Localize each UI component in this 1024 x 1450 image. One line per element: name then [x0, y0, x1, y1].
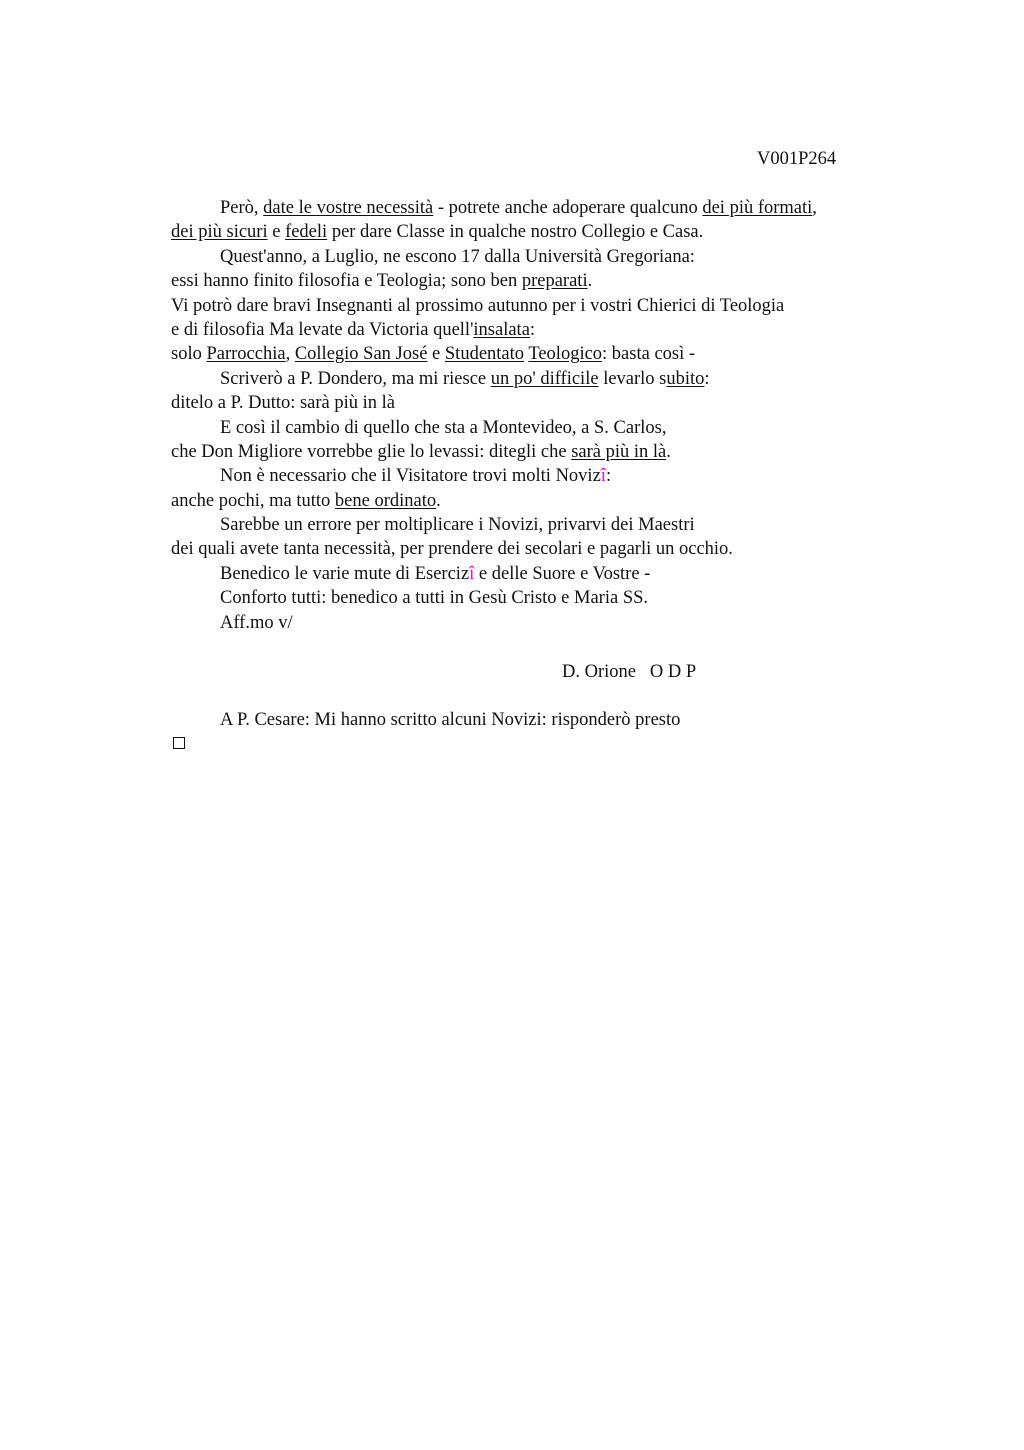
letter-line — [171, 416, 931, 440]
underlined-text: ubito — [666, 368, 705, 389]
text-segment: e — [267, 222, 286, 243]
text-segment: , — [285, 344, 295, 365]
underlined-text: Studentato — [444, 344, 525, 365]
text-segment: Vi potrò dare bravi Insegnanti al prossimo autunno per i vostri Chierici di Teologia — [171, 295, 785, 316]
underlined-text: preparati — [521, 271, 588, 292]
text-segment: Sarebbe un errore per moltiplicare i Novizi, privarvi dei Maestri — [220, 515, 695, 536]
text-segment: : — [605, 466, 612, 487]
letter-line — [171, 294, 931, 318]
text-segment: per dare Classe in qualche nostro Collegio e Casa. — [327, 222, 704, 243]
text-segment: Quest'anno, a Luglio, ne escono 17 dalla Università Gregoriana: — [220, 246, 695, 267]
text-segment: , — [812, 198, 817, 218]
letter-line — [171, 489, 931, 513]
underlined-text: Teologico — [528, 344, 603, 365]
letter-line — [171, 464, 931, 488]
letter-line — [171, 440, 931, 464]
text-segment: essi hanno finito filosofia e Teologia; sono ben — [171, 271, 522, 292]
text-segment: anche pochi, ma tutto — [171, 490, 335, 511]
letter-line — [171, 391, 931, 415]
text-segment: Aff.mo v/ — [220, 612, 293, 633]
text-segment: e di filosofia Ma levate da Victoria quell' — [171, 319, 474, 340]
underlined-text: fedeli — [285, 222, 328, 243]
text-segment: Però, — [220, 198, 264, 218]
letter-line — [171, 269, 931, 293]
text-segment: : basta così - — [602, 344, 696, 365]
text-segment: dei quali avete tanta necessità, per prendere dei secolari e pagarli un occhio. — [171, 539, 733, 560]
underlined-text: dei più sicuri — [171, 222, 268, 243]
text-segment: Non è necessario che il Visitatore trovi molti Noviz — [220, 466, 601, 487]
letter-line — [171, 367, 931, 391]
text-segment: che Don Migliore vorrebbe glie lo levassi: ditegli che — [171, 441, 572, 462]
text-segment: levarlo s — [598, 368, 667, 389]
text-segment: . — [587, 271, 593, 292]
letter-body — [171, 196, 931, 635]
marked-character: î — [469, 563, 475, 584]
text-segment: solo — [171, 344, 207, 365]
letter-line — [171, 196, 931, 220]
text-segment: . — [436, 490, 441, 511]
text-segment: e delle Suore e Vostre - — [474, 563, 651, 584]
letter-line — [171, 245, 931, 269]
letter-line — [171, 318, 931, 342]
text-segment: Benedico le varie mute di Eserciz — [220, 563, 470, 584]
letter-line — [171, 342, 931, 366]
text-segment: - potrete anche adoperare qualcuno — [433, 198, 703, 218]
underlined-text: insalata — [473, 319, 530, 340]
page-reference: V001P264 — [757, 149, 837, 169]
end-of-text-box-icon — [173, 737, 185, 749]
text-segment: ditelo a P. Dutto: sarà più in là — [171, 393, 396, 414]
letter-line — [171, 611, 931, 635]
letter-line — [171, 586, 931, 610]
text-segment: : — [704, 368, 710, 389]
text-segment: . — [666, 441, 671, 462]
text-segment: E così il cambio di quello che sta a Montevideo, a S. Carlos, — [220, 417, 667, 438]
letter-line — [171, 562, 931, 586]
underlined-text: bene ordinato — [334, 490, 437, 511]
text-segment: Scriverò a P. Dondero, ma mi riesce — [220, 368, 491, 389]
signature: D. Orione O D P — [562, 662, 697, 682]
letter-line — [171, 220, 931, 244]
underlined-text: Collegio San José — [294, 344, 428, 365]
underlined-text: Parrocchia — [206, 344, 286, 365]
letter-line — [171, 537, 931, 561]
underlined-text: sarà più in là — [571, 441, 667, 462]
underlined-text: dei più formati — [702, 198, 813, 218]
postscript: A P. Cesare: Mi hanno scritto alcuni Novizi: risponderò presto — [220, 710, 681, 730]
text-segment: Conforto tutti: benedico a tutti in Gesù Cristo e Maria SS. — [220, 588, 649, 609]
marked-character: î — [600, 466, 606, 487]
letter-line — [171, 513, 931, 537]
underlined-text: un po' difficile — [490, 368, 599, 389]
underlined-text: date le vostre necessità — [263, 198, 434, 218]
text-segment: e — [427, 344, 445, 365]
text-segment: : — [529, 319, 536, 340]
